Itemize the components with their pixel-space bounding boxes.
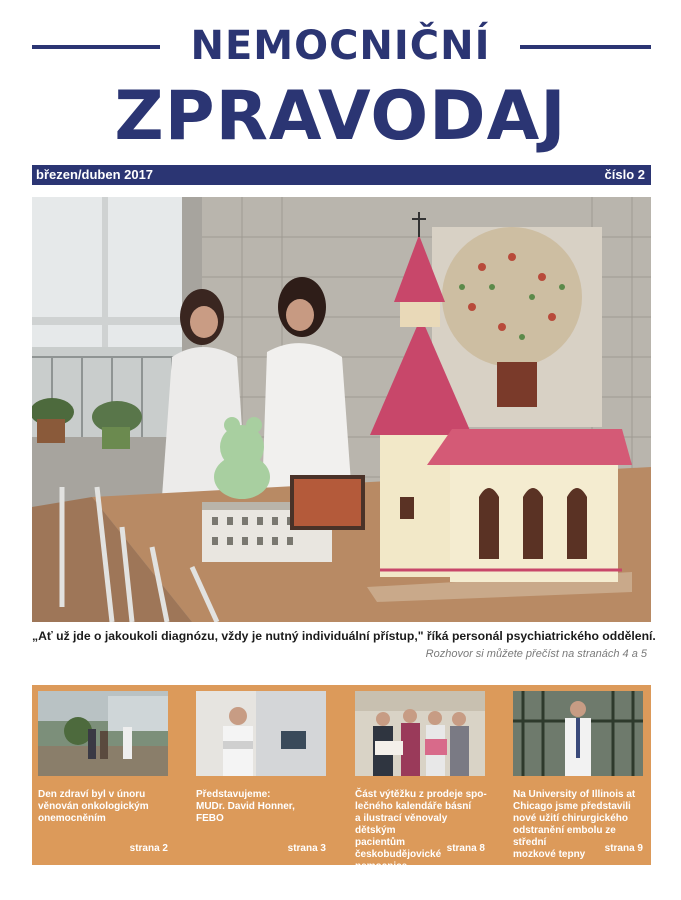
issue-bar — [32, 165, 651, 185]
teaser-thumbnail — [355, 691, 485, 776]
issue-date: březen/duben 2017 — [36, 167, 154, 182]
teaser-card[interactable] — [349, 685, 487, 872]
cover-caption: „Ať už jde o jakoukoli diagnózu, vždy je nutný individuální přístup," říká personál psychiatrického oddělení. — [32, 629, 656, 643]
masthead-title-line1: NEMOCNIČNÍ — [190, 23, 491, 69]
cover-photo-illustration — [32, 197, 651, 622]
teaser-title: Na University of Illinois at Chicago jsme představili nové užití chirurgického odstranění embolu ze střední mozkové tepny — [513, 789, 636, 860]
masthead-title-line2: ZPRAVODAJ — [114, 77, 567, 156]
teaser-page-ref: strana 9 — [604, 843, 643, 854]
teaser-page-ref: strana 8 — [446, 843, 485, 854]
masthead — [0, 0, 681, 160]
teaser-thumbnail — [513, 691, 643, 776]
issue-number: číslo 2 — [604, 167, 645, 182]
teaser-title: Představujeme: MUDr. David Honner, FEBO — [196, 789, 295, 824]
teaser-card[interactable] — [32, 685, 168, 865]
teaser-card[interactable] — [507, 685, 643, 865]
teaser-thumbnail — [38, 691, 168, 776]
teaser-page-ref: strana 3 — [287, 843, 326, 854]
teaser-title: Den zdraví byl v únoru věnován onkologickým onemocněním — [38, 789, 149, 824]
cover-photo — [32, 197, 651, 622]
teaser-thumbnail — [196, 691, 326, 776]
teaser-card[interactable] — [190, 685, 326, 865]
teaser-strip — [32, 685, 651, 872]
cover-subcaption: Rozhovor si můžete přečíst na stranách 4 a 5 — [425, 648, 647, 660]
teaser-page-ref: strana 2 — [129, 843, 168, 854]
teaser-title: Část výtěžku z prodeje spo- lečného kalendáře básní a ilustrací věnovaly dětským pacientům českobudějovické nemocnice — [355, 789, 487, 872]
